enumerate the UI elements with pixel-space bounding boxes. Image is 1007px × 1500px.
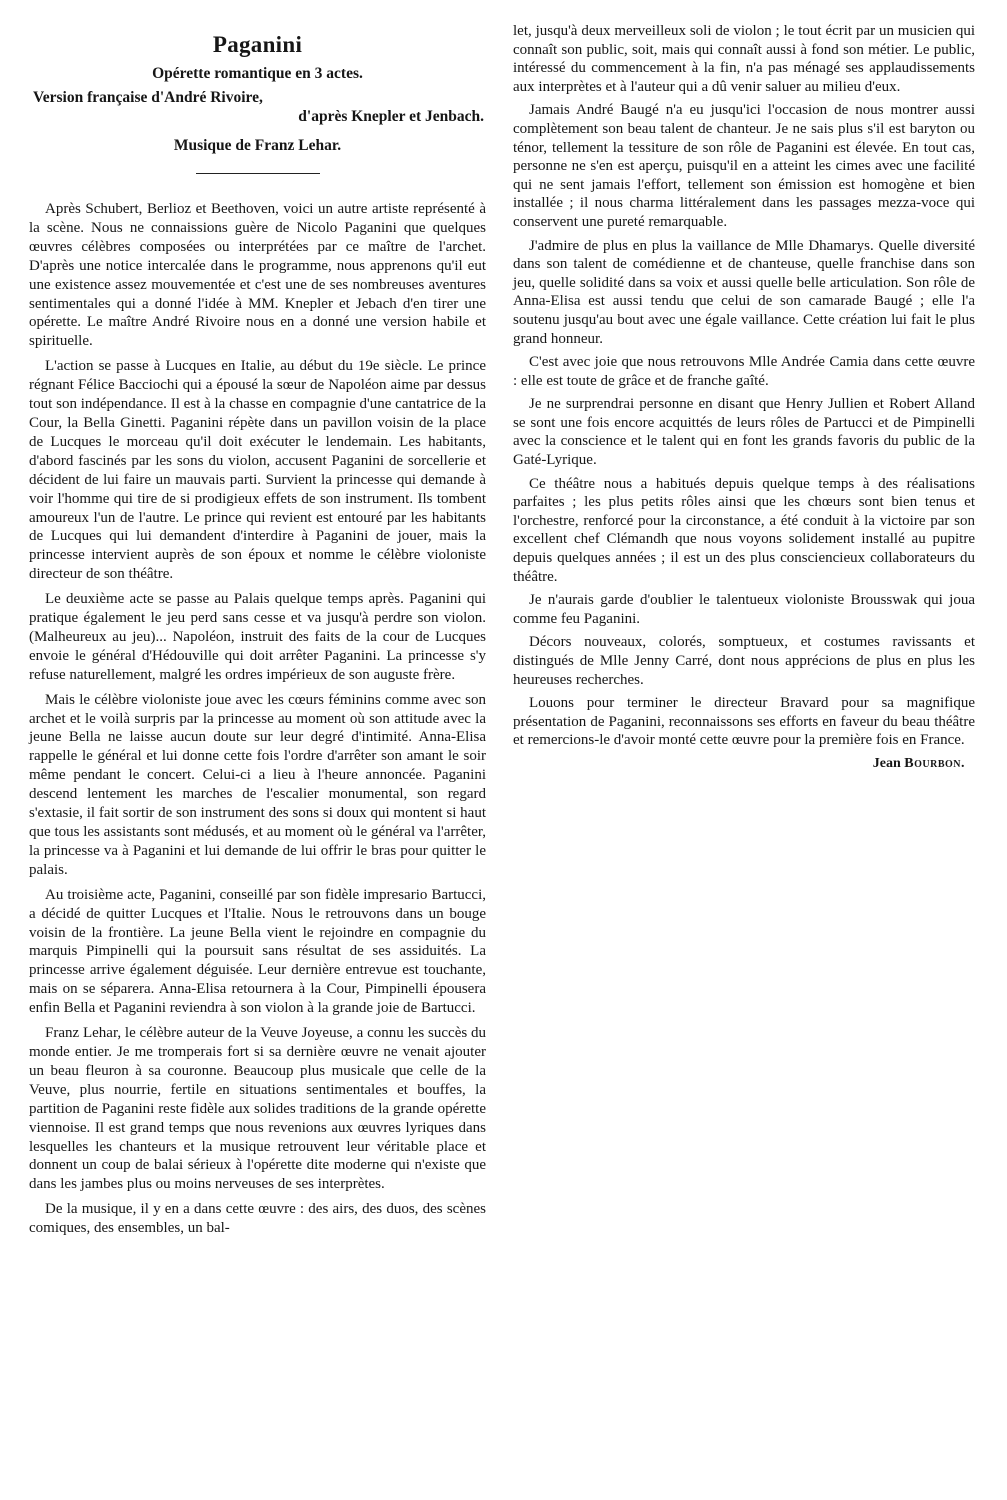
paragraph-continuation: let, jusqu'à deux merveilleux soli de violon ; le tout écrit par un musicien qui connaît son public, soit, mais qui connaît aussi à fond son métier. Le public, intéressé du commencement à la fin, n'a pas ménagé ses applaudissements aux interprètes et à l'auteur qui a dû venir saluer au milieu d'eux. xyxy=(513,23,975,95)
version-line-1: Version française d'André Rivoire, xyxy=(33,89,263,106)
paragraph-dhamarys: J'admire de plus en plus la vaillance de Mlle Dhamarys. Quelle diversité dans son talent de comédienne et de chanteuse, quelle franchise dans son jeu, quelle solidité dans sa voix et aussi quelle belle articulation. Son rôle de Anna-Elisa est aussi tendu que celui de son camarade Baugé ; elle l'a soutenu jusqu'au bout avec une égale vaillance. Cette création lui fait le plus grand honneur. xyxy=(513,237,975,347)
paragraph-music: De la musique, il y en a dans cette œuvre : des airs, des duos, des scènes comiques, des ensembles, un bal- xyxy=(29,1201,486,1237)
music-credit: Musique de Franz Lehar. xyxy=(173,137,342,154)
paragraph-theatre: Ce théâtre nous a habitués depuis quelque temps à des réalisations parfaites ; les plus petits rôles ainsi que les chœurs sont bien tenus et l'orchestre, renforcé pour la circonstance, a été conduit à la victoire par son excellent chef Clémandh que nous voyons solidement installé au pupitre depuis quelques années ; il est un des plus consciencieux collaborateurs du théâtre. xyxy=(513,475,975,585)
paragraph-bauge: Jamais André Baugé n'a eu jusqu'ici l'occasion de nous montrer aussi complètement son beau talent de chanteur. Je ne sais plus s'il est baryton ou ténor, tellement la tessiture de son rôle de Paganini est élevée. En tout cas, personne ne s'en est aperçu, puisqu'il en a atteint les cimes avec une facilité qui ne sent jamais l'effort, tellement son émission est homogène et bien installée ; il nous charma littéralement dans les passages mezza-voce qui conservent une pureté remarquable. xyxy=(513,102,975,230)
left-column xyxy=(29,22,486,1244)
article-subtitle: Opérette romantique en 3 actes. xyxy=(152,65,363,82)
paragraph-lehar: Franz Lehar, le célèbre auteur de la Veuve Joyeuse, a connu les succès du monde entier. Je me tromperais fort si sa dernière œuvre ne venait ajouter un beau fleuron à sa couronne. Beaucoup plus musicale que celle de la Veuve, plus nourrie, fertile en situations sentimentales et bouffes, la partition de Paganini reste fidèle aux solides traditions de la grande opérette viennoise. Il est grand temps que nous revenions aux œuvres lyriques dans lesquelles les chanteurs et la musique retrouvent leur véritable place et donnent un coup de balai sérieux à l'opérette dite moderne qui n'existe que dans les jambes plus ou moins nerveuses de ses interprètes. xyxy=(29,1025,486,1193)
article-title: Paganini xyxy=(212,32,303,57)
paragraph-camia: C'est avec joie que nous retrouvons Mlle Andrée Camia dans cette œuvre : elle est toute de grâce et de franche gaîté. xyxy=(513,354,975,389)
paragraph-act-two: Le deuxième acte se passe au Palais quelque temps après. Paganini qui pratique également le jeu perd sans cesse et va jusqu'à perdre son violon. (Malheureux au jeu)... Napoléon, instruit des faits de la cour de Lucques envoie le général d'Hédouville qui doit arrêter Paganini. La princesse s'y refuse naturellement, malgré les ordres impérieux de son auguste frère. xyxy=(29,591,486,683)
paragraph-act-three: Au troisième acte, Paganini, conseillé par son fidèle impresario Bartucci, a décidé de quitter Lucques et l'Italie. Nous le retrouvons dans un bouge voisin de la frontière. La jeune Bella vient le rejoindre en compagnie du marquis Pimpinelli qui la poursuit sans résultat de ses assiduités. La princesse arrive également déguisée. Leur dernière entrevue est touchante, mais on se séparera. Anna-Elisa retournera à la Cour, Pimpinelli épousera enfin Bella et Paganini reviendra à son violon à la grande joie de Bartucci. xyxy=(29,886,486,1017)
article-header xyxy=(29,32,486,174)
paragraph-concert: Mais le célèbre violoniste joue avec les cœurs féminins comme avec son archet et le voilà surpris par la princesse au moment où son attitude avec la jeune Bella ne laisse aucun doute sur leur degré d'intimité. Anna-Elisa rappelle le général et lui donne cette fois l'ordre d'arrêter son amant le soir même pendant le concert. Celui-ci a lieu à l'heure annoncée. Paganini descend lentement les marches de l'escalier monumental, son regard s'extasie, il fait sortir de son instrument des sons si doux qui montent si haut que tous les assistants sont médusés, et au moment où le général va l'arrêter, la princesse va à Paganini et lui demande de lui offrir le bras pour quitter le palais. xyxy=(29,691,486,878)
paragraph-jullien-alland: Je ne surprendrai personne en disant que Henry Jullien et Robert Alland se sont une fois encore acquittés de leurs rôles de Partucci et de Pimpinelli avec la conscience et le talent qui en font les grands favoris du public de la Gaté-Lyrique. xyxy=(513,396,975,469)
paragraph-act-one: L'action se passe à Lucques en Italie, au début du 19e siècle. Le prince régnant Félice Bacciochi qui a épousé la sœur de Napoléon aime par dessus tout son indépendance. Il est à la chasse en compagnie d'une cantatrice de la Cour, la Bella Ginetti. Paganini répète dans un pavillon voisin de la place de Lucques le morceau qu'il doit exécuter le lendemain. Les habitants, d'abord fascinés par les sons du violon, accusent Paganini de sorcellerie et décident de lui faire un mauvais parti. Survient la princesse qui demande à voir l'homme qui tire de si prodigieux effets de son instrument. Ils tombent amoureux l'un de l'autre. Le prince qui revient est entouré par les habitants de Lucques qui lui demandent d'interdire à Paganini de jouer, mais la princesse intervient auprès de son époux et nomme le célèbre violoniste directeur de son théâtre. xyxy=(29,358,486,583)
paragraph-decors: Décors nouveaux, colorés, somptueux, et costumes ravissants et distingués de Mlle Jenny Carré, dont nous apprécions de plus en plus les heureuses recherches. xyxy=(513,634,975,688)
author-first-name: Jean xyxy=(872,755,901,771)
author-last-name: Bourbon. xyxy=(904,755,965,771)
header-divider xyxy=(196,173,320,174)
paragraph-intro: Après Schubert, Berlioz et Beethoven, voici un autre artiste représenté à la scène. Nous ne connaissions guère de Nicolo Paganini que quelques œuvres célèbres composées ou interprétées par ce maître de l'archet. D'après une notice intercalée dans le programme, nous apprenons qu'il eut une existence assez mouvementée et c'est une de ses nombreuses aventures sentimentales qui a donné l'idée à MM. Knepler et Jebach d'en tirer une opérette. Le maître André Rivoire nous en a donné une version habile et spirituelle. xyxy=(29,201,486,350)
author-signature xyxy=(513,756,975,772)
paragraph-director: Louons pour terminer le directeur Bravard pour sa magnifique présentation de Paganini, reconnaissons ses efforts en faveur du beau théâtre et remercions-le d'avoir monté cette œuvre pour la première fois en France. xyxy=(513,695,975,749)
version-line-2: d'après Knepler et Jenbach. xyxy=(298,108,484,125)
paragraph-violinist: Je n'aurais garde d'oublier le talentueux violoniste Brousswak qui joua comme feu Paganini. xyxy=(513,592,975,627)
right-column xyxy=(513,22,975,772)
